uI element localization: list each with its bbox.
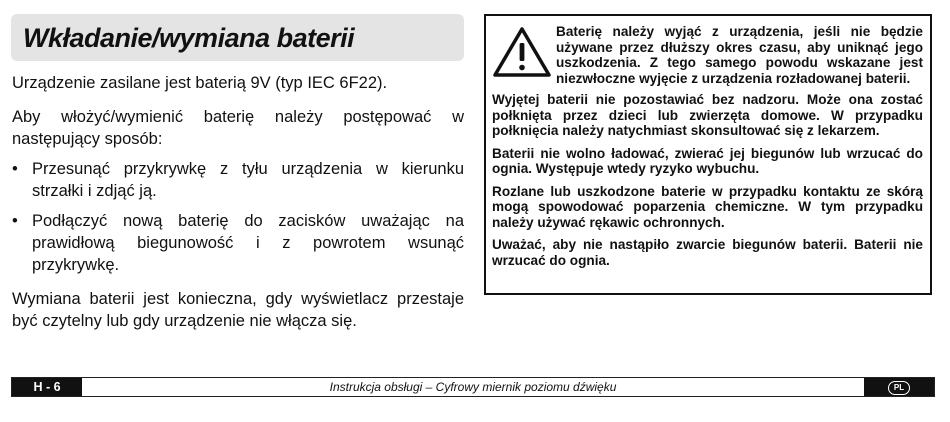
list-item xyxy=(12,158,464,202)
section-title: Wkładanie/wymiana baterii xyxy=(23,23,355,53)
section-title-bar xyxy=(11,14,464,61)
manual-title: Instrukcja obsługi – Cyfrowy miernik poziomu dźwięku xyxy=(329,380,617,394)
language-box xyxy=(864,378,934,396)
bullet-text: Przesunąć przykrywkę z tyłu urządzenia w kierunku strzałki i zdjąć ją. xyxy=(32,160,464,200)
warning-top-text: Baterię należy wyjąć z urządzenia, jeśli nie będzie używane przez dłuższy okres czasu, aby uniknąć jego uszkodzenia. Z tego samego powodu wskazane jest niezwłoczne wyjęcie z urządzenia rozładowanej baterii. xyxy=(556,24,923,86)
bullet-glyph: • xyxy=(12,160,18,178)
warning-paragraph-charging: Baterii nie wolno ładować, zwierać jej biegunów lub wrzucać do ognia. Występuje wtedy ryzyko wybuchu. xyxy=(492,145,923,176)
warning-box xyxy=(484,14,932,295)
page-number: H - 6 xyxy=(12,378,82,396)
warning-header xyxy=(492,24,923,86)
procedure-intro-paragraph: Aby włożyć/wymienić baterię należy postępować w następujący sposób: xyxy=(12,108,464,148)
warning-paragraph-leakage: Rozlane lub uszkodzone baterie w przypadku kontaktu ze skórą mogą spowodować poparzenia chemiczne. W tym przypadku należy używać rękawic ochronnych. xyxy=(492,183,923,230)
warning-triangle-icon xyxy=(492,24,556,86)
bullet-glyph: • xyxy=(12,212,18,230)
instructions-column xyxy=(12,72,464,332)
warning-paragraph-supervision: Wyjętej baterii nie pozostawiać bez nadzoru. Może ona zostać połknięta przez dzieci lub zwierzęta domowe. W przypadku połknięcia należy natychmiast skonsultować się z lekarzem. xyxy=(492,92,923,138)
bullet-text: Podłączyć nową baterię do zacisków uważając na prawidłową biegunowość i z powrotem wsunąć przykrywkę. xyxy=(32,212,464,274)
replacement-paragraph: Wymiana baterii jest konieczna, gdy wyświetlacz przestaje być czytelny lub gdy urządzenie nie włącza się. xyxy=(12,290,464,330)
list-item xyxy=(12,210,464,276)
language-badge: PL xyxy=(888,381,910,395)
warning-paragraph-short-circuit: Uważać, aby nie nastąpiło zwarcie biegunów baterii. Baterii nie wrzucać do ognia. xyxy=(492,237,923,268)
page-footer xyxy=(11,377,935,397)
battery-type-paragraph: Urządzenie zasilane jest baterią 9V (typ IEC 6F22). xyxy=(12,74,388,92)
